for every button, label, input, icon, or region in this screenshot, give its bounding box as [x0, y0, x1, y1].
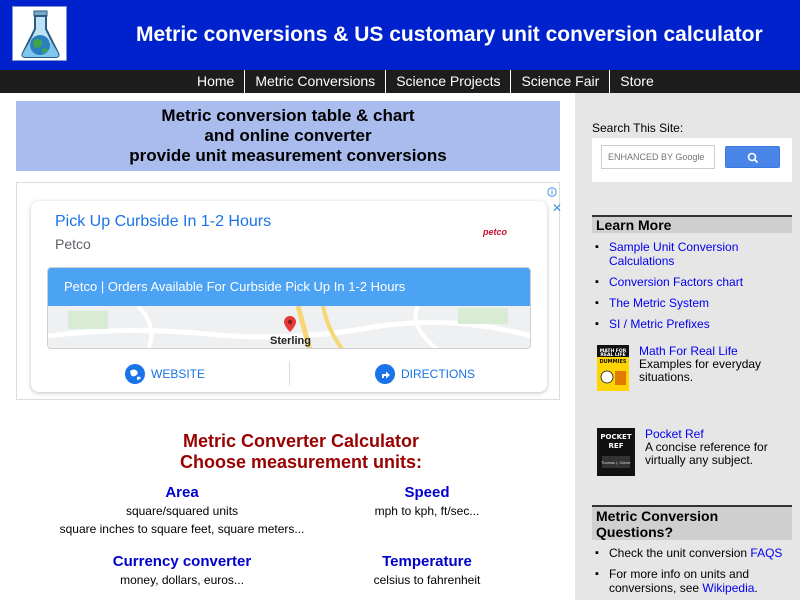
category-currency-desc: money, dollars, euros...: [120, 573, 244, 587]
book-cover-math[interactable]: [597, 345, 629, 391]
map-pin-icon: [284, 316, 296, 332]
category-area-desc-1: square/squared units: [125, 504, 239, 518]
book-link-math[interactable]: Math For Real Life: [639, 344, 738, 358]
search-box: [592, 138, 792, 182]
flask-globe-icon: [13, 7, 68, 62]
wiki-text: For more info on units and conversions, see: [609, 567, 750, 595]
category-speed[interactable]: [292, 484, 562, 520]
learn-more-list: [593, 240, 793, 338]
category-speed-desc: mph to kph, ft/sec...: [374, 504, 480, 518]
hero-line-2: and online converter: [204, 126, 372, 145]
svg-text:DUMMIES: DUMMIES: [599, 359, 627, 365]
directions-icon: [375, 364, 395, 384]
ad-website-label: WEBSITE: [151, 366, 206, 381]
category-area[interactable]: [47, 484, 317, 538]
link-wikipedia[interactable]: Wikipedia: [702, 581, 755, 595]
nav-metric-conversions[interactable]: Metric Conversions: [245, 70, 386, 93]
hero-banner: [16, 101, 560, 171]
book-text-pocket-ref: [645, 428, 789, 467]
site-header: [0, 0, 800, 70]
category-currency[interactable]: [47, 553, 317, 589]
category-area-desc-2: square inches to square feet, square meters...: [59, 522, 305, 536]
link-sample-calculations[interactable]: Sample Unit Conversion Calculations: [609, 240, 739, 268]
list-item: [593, 275, 793, 289]
category-temperature[interactable]: [292, 553, 562, 589]
ad-card[interactable]: [31, 201, 547, 392]
ad-map[interactable]: [47, 267, 531, 349]
book-desc-math: Examples for everyday situations.: [639, 357, 762, 384]
ad-brand: Petco: [55, 236, 91, 252]
book-text-math: [639, 345, 789, 384]
category-temperature-title[interactable]: Temperature: [382, 553, 472, 570]
search-icon: [726, 147, 781, 169]
svg-text:Thomas J. Glover: Thomas J. Glover: [601, 461, 631, 465]
ad-map-banner[interactable]: Petco | Orders Available For Curbside Pick Up In 1-2 Hours: [48, 268, 531, 306]
calculator-title: [16, 431, 586, 473]
calculator-title-line-2: Choose measurement units:: [179, 452, 423, 472]
ad-directions-button[interactable]: [375, 355, 475, 392]
globe-icon: [125, 364, 145, 384]
category-area-title[interactable]: Area: [165, 484, 199, 501]
search-label: Search This Site:: [592, 121, 684, 135]
category-currency-title[interactable]: Currency converter: [112, 553, 252, 570]
advertisement[interactable]: [16, 182, 563, 400]
site-title: Metric conversions & US customary unit conversion calculator: [136, 23, 763, 46]
map-location-label: Sterling: [270, 335, 311, 347]
link-metric-system[interactable]: The Metric System: [609, 296, 710, 310]
ad-close-icon[interactable]: ✕: [552, 201, 563, 215]
svg-text:MATH FOR: MATH FOR: [599, 349, 627, 354]
category-temperature-desc: celsius to fahrenheit: [373, 573, 481, 587]
svg-text:POCKET: POCKET: [600, 433, 632, 441]
questions-heading: Metric Conversion Questions?: [592, 505, 792, 540]
book-cover-pocket-ref[interactable]: [597, 428, 632, 476]
search-button[interactable]: [725, 146, 780, 168]
petco-logo: petco: [483, 227, 508, 237]
site-logo[interactable]: [12, 6, 67, 61]
hero-line-3: provide unit measurement conversions: [129, 146, 447, 165]
category-speed-title[interactable]: Speed: [404, 484, 450, 501]
hero-line-1: Metric conversion table & chart: [161, 106, 415, 125]
link-conversion-factors[interactable]: Conversion Factors chart: [609, 275, 744, 289]
wiki-period: .: [754, 581, 758, 595]
nav-science-projects[interactable]: Science Projects: [386, 70, 511, 93]
nav-home[interactable]: Home: [186, 70, 245, 93]
calculator-title-line-1: Metric Converter Calculator: [182, 431, 420, 451]
nav-store[interactable]: Store: [620, 73, 654, 89]
list-item: [593, 240, 793, 268]
list-item: [593, 546, 793, 560]
learn-more-heading: Learn More: [592, 215, 792, 233]
list-item: [593, 567, 793, 595]
nav-science-fair[interactable]: Science Fair: [511, 70, 610, 93]
ad-actions: [31, 355, 547, 392]
main-nav: [0, 70, 800, 93]
list-item: [593, 296, 793, 310]
ad-directions-label: DIRECTIONS: [401, 366, 476, 381]
ad-headline[interactable]: Pick Up Curbside In 1-2 Hours: [55, 213, 272, 230]
search-input[interactable]: [601, 145, 715, 169]
book-desc-pocket-ref: A concise reference for virtually any subject.: [645, 440, 768, 467]
ad-divider: [289, 361, 290, 385]
ad-website-button[interactable]: [125, 355, 205, 392]
faq-text: Check the unit conversion: [609, 546, 751, 560]
link-faqs[interactable]: FAQS: [750, 546, 783, 560]
svg-text:REAL LIFE: REAL LIFE: [600, 353, 626, 358]
map-area[interactable]: [48, 306, 531, 349]
ad-info-icon[interactable]: [547, 187, 557, 197]
svg-text:REF: REF: [608, 442, 624, 450]
questions-list: [593, 546, 793, 602]
list-item: [593, 317, 793, 331]
book-link-pocket-ref[interactable]: Pocket Ref: [645, 427, 704, 441]
link-si-prefixes[interactable]: SI / Metric Prefixes: [609, 317, 710, 331]
